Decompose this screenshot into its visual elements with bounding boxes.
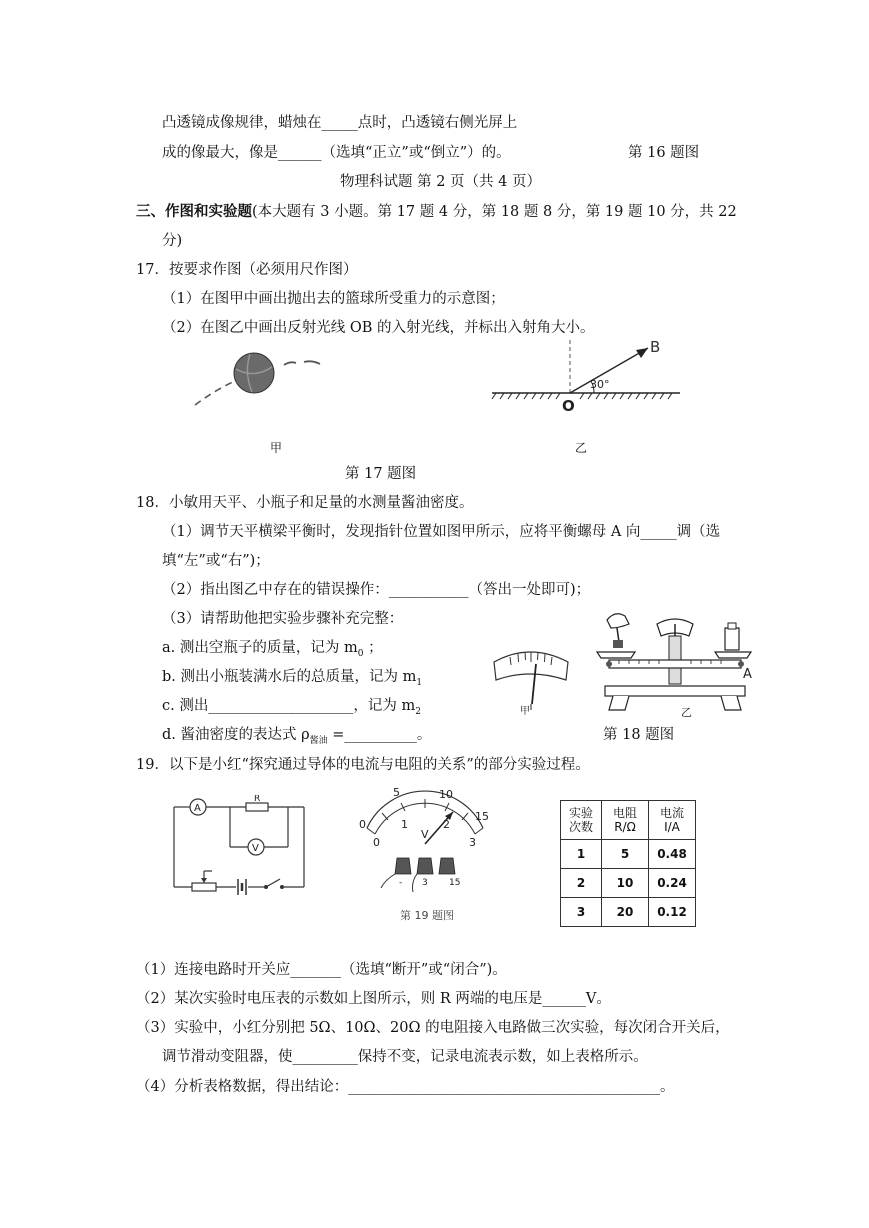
section3-desc-cont: 分) [162, 233, 183, 249]
q19-terminal-neg: - [399, 878, 403, 888]
q17-item2: （2）在图乙中画出反射光线 OB 的入射光线，并标出入射角大小。 [162, 320, 595, 336]
q19-item3: （3）实验中，小红分别把 5Ω、10Ω、20Ω 的电阻接入电路做三次实验，每次闭合开关后， [136, 1020, 730, 1036]
table-row [561, 898, 696, 927]
q19-item4: （4）分析表格数据，得出结论：___________________________________________。 [136, 1079, 675, 1095]
q19-data-table [560, 800, 696, 927]
section3-title: 三、作图和实验题 [136, 203, 252, 220]
q17-label-jia: 甲 [270, 441, 283, 455]
q19-figure-circuit [168, 795, 318, 895]
q19-tick-bottom-3: 3 [469, 836, 476, 849]
q18-label-a: A [743, 667, 752, 682]
table-row [561, 840, 696, 869]
q17-stem: 17．按要求作图（必须用尺作图） [136, 262, 358, 278]
header-trial-line2: 次数 [568, 820, 593, 834]
table-cell: 0.24 [649, 869, 696, 898]
q19-tick-bottom-1: 1 [401, 818, 408, 831]
q19-tick-top-10: 10 [439, 788, 453, 801]
q19-stem: 19．以下是小红“探究通过导体的电流与电阻的关系”的部分实验过程。 [136, 757, 590, 773]
q19-tick-top-0: 0 [359, 818, 366, 831]
q19-figure-voltmeter [355, 788, 495, 898]
header-current-line2: I/A [664, 820, 680, 834]
q18-figure-balance [595, 610, 755, 718]
q16-line1: 凸透镜成像规律，蜡烛在_____点时，凸透镜右侧光屏上 [162, 115, 518, 131]
table-header-cell [602, 801, 649, 840]
table-cell: 1 [561, 840, 602, 869]
q17-item1: （1）在图甲中画出抛出去的篮球所受重力的示意图； [162, 291, 505, 307]
q19-ammeter-label: A [194, 803, 201, 814]
q17-figure-caption: 第 17 题图 [345, 466, 417, 482]
table-header-row [561, 801, 696, 840]
q18-step-a-end: ； [363, 640, 383, 656]
header-trial-line1: 实验 [568, 806, 593, 820]
table-cell: 2 [561, 869, 602, 898]
q19-tick-top-15: 15 [475, 810, 489, 823]
page-footer: 物理科试题 第 2 页（共 4 页） [340, 174, 541, 190]
q18-step-b-text: b. 测出小瓶装满水后的总质量，记为 m [162, 669, 417, 685]
table-cell: 20 [602, 898, 649, 927]
section3-desc: (本大题有 3 小题。第 17 题 4 分，第 18 题 8 分，第 19 题 10 分，共 22 [252, 204, 737, 220]
q18-step-b-sub: 1 [416, 677, 423, 688]
q18-item3: （3）请帮助他把实验步骤补充完整： [162, 611, 404, 627]
section3-heading [136, 202, 737, 222]
q17-point-b: B [650, 338, 661, 356]
q16-line2: 成的像最大，像是______（选填“正立”或“倒立”）的。 [162, 145, 511, 161]
q18-step-d [162, 725, 431, 751]
table-row [561, 869, 696, 898]
q17-angle-label: 30° [590, 378, 610, 391]
q19-resistor-label: R [254, 795, 261, 804]
table-header-cell [649, 801, 696, 840]
q18-step-c-text: c. 测出____________________，记为 m [162, 698, 416, 714]
q18-step-d-text: d. 酱油密度的表达式 ρ [162, 727, 310, 743]
q18-step-a-text: a. 测出空瓶子的质量，记为 m [162, 640, 358, 656]
q16-figure-caption: 第 16 题图 [628, 145, 700, 161]
q19-voltmeter-label: V [252, 843, 259, 854]
header-current-line1: 电流 [659, 806, 684, 820]
table-cell: 0.48 [649, 840, 696, 869]
q18-figure-pointer-dial [490, 640, 575, 718]
table-header-cell [561, 801, 602, 840]
header-resistance-line2: R/Ω [614, 820, 636, 834]
table-cell: 10 [602, 869, 649, 898]
q17-point-o: O [562, 397, 575, 415]
q19-figure-caption: 第 19 题图 [400, 909, 454, 922]
q18-item1-cont: 填“左”或“右”)； [162, 553, 270, 569]
q18-step-d-end: =__________。 [327, 727, 432, 743]
q18-label-yi: 乙 [681, 706, 692, 718]
q19-item1: （1）连接电路时开关应_______（选填“断开”或“闭合”)。 [136, 962, 507, 978]
table-cell: 3 [561, 898, 602, 927]
q18-stem: 18．小敏用天平、小瓶子和足量的水测量酱油密度。 [136, 495, 474, 511]
q19-tick-top-5: 5 [393, 788, 400, 799]
q19-tick-bottom-0: 0 [373, 836, 380, 849]
q18-step-d-sub: 酱油 [309, 735, 328, 746]
q19-tick-bottom-2: 2 [443, 818, 450, 831]
q18-step-b [162, 667, 422, 693]
q18-label-jia: 甲 [520, 706, 530, 717]
q18-item2: （2）指出图乙中存在的错误操作：___________（答出一处即可)； [162, 582, 591, 598]
q19-item3-cont: 调节滑动变阻器，使_________保持不变，记录电流表示数，如上表格所示。 [162, 1049, 648, 1065]
q17-figure-basketball [190, 345, 335, 415]
q18-figure-caption: 第 18 题图 [603, 727, 675, 743]
q18-item1: （1）调节天平横梁平衡时，发现指针位置如图甲所示，应将平衡螺母 A 向_____调（选 [162, 524, 721, 540]
q18-step-c [162, 696, 421, 722]
q18-step-c-sub: 2 [415, 706, 421, 717]
header-resistance-line1: 电阻 [612, 806, 637, 820]
table-cell: 0.12 [649, 898, 696, 927]
q18-step-a [162, 638, 383, 664]
table-cell: 5 [602, 840, 649, 869]
q19-voltmeter-unit: V [421, 828, 429, 841]
q19-terminal-3: 3 [422, 878, 428, 888]
q17-figure-reflection [490, 335, 690, 415]
q19-item2: （2）某次实验时电压表的示数如上图所示，则 R 两端的电压是______V。 [136, 991, 611, 1007]
q19-terminal-15: 15 [449, 878, 461, 888]
q18-step-a-sub: 0 [357, 648, 364, 659]
q17-label-yi: 乙 [575, 441, 588, 455]
